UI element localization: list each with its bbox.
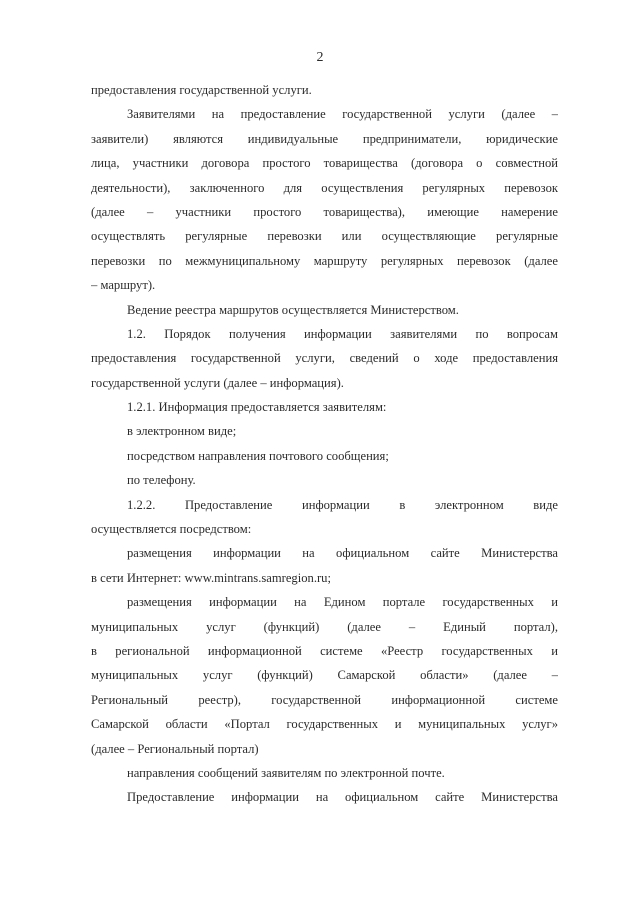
- text-line: Предоставление информации на официальном сайте Министерства: [127, 790, 558, 805]
- text-line: государственной услуги (далее – информация).: [91, 375, 344, 390]
- text-line: 1.2.2. Предоставление информации в электронном виде: [127, 497, 558, 512]
- text-line: деятельности), заключенного для осуществления регулярных перевозок: [91, 180, 558, 195]
- text-line: муниципальных услуг (функций) (далее – Единый портал),: [91, 619, 558, 634]
- text-line: в электронном виде;: [127, 424, 237, 439]
- text-line: заявители) являются индивидуальные предприниматели, юридические: [91, 131, 558, 146]
- text-line: (далее – участники простого товарищества), имеющие намерение: [91, 204, 558, 219]
- text-line: размещения информации на официальном сайте Министерства: [127, 546, 558, 561]
- text-line: осуществляется посредством:: [91, 522, 252, 537]
- text-line: Заявителями на предоставление государственной услуги (далее –: [127, 107, 558, 122]
- text-line: – маршрут).: [91, 278, 156, 293]
- text-line: осуществлять регулярные перевозки или осуществляющие регулярные: [91, 229, 558, 244]
- text-line: по телефону.: [127, 473, 196, 488]
- text-line: предоставления государственной услуги.: [91, 83, 312, 97]
- text-line: Региональный реестр), государственной информационной системе: [91, 692, 558, 707]
- text-line: в региональной информационной системе «Реестр государственных и: [91, 643, 558, 658]
- document-body: [91, 78, 558, 810]
- text-line: направления сообщений заявителям по электронной почте.: [127, 765, 445, 780]
- text-line: размещения информации на Едином портале государственных и: [127, 595, 558, 610]
- text-line: Самарской области «Портал государственных и муниципальных услуг»: [91, 717, 558, 732]
- text-line: посредством направления почтового сообщения;: [127, 448, 389, 463]
- text-line: 1.2. Порядок получения информации заявителями по вопросам: [127, 326, 558, 341]
- text-line: лица, участники договора простого товарищества (договора о совместной: [91, 156, 558, 171]
- text-line: Ведение реестра маршрутов осуществляется Министерством.: [127, 302, 459, 317]
- page-number: 2: [316, 50, 324, 65]
- text-line: предоставления государственной услуги, сведений о ходе предоставления: [91, 351, 558, 366]
- text-line: в сети Интернет: www.mintrans.samregion.ru;: [91, 570, 331, 585]
- text-line: (далее – Региональный портал): [91, 741, 259, 756]
- text-line: перевозки по межмуниципальному маршруту регулярных перевозок (далее: [91, 253, 558, 268]
- text-line: 1.2.1. Информация предоставляется заявителям:: [127, 400, 387, 415]
- text-line: муниципальных услуг (функций) Самарской области» (далее –: [91, 668, 558, 683]
